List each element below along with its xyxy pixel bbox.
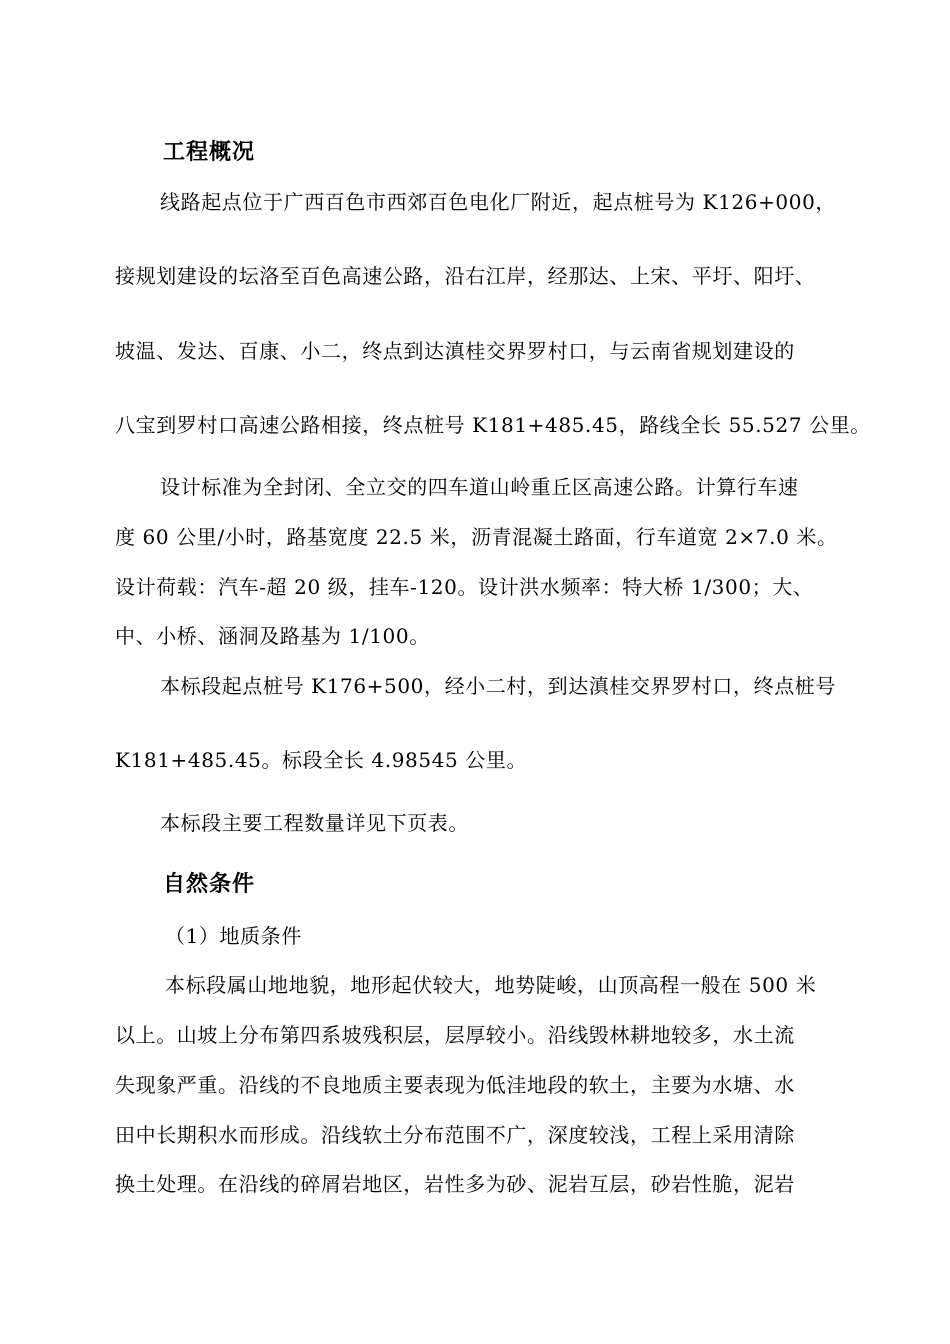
paragraph-line: 线路起点位于广西百色市西郊百色电化厂附近，起点桩号为 K126+000， [160,190,837,214]
section-heading-overview: 工程概况 [163,140,256,165]
paragraph-line: 田中长期积水而形成。沿线软土分布范围不广，深度较浅，工程上采用清除 [115,1123,795,1147]
paragraph-line: 本标段主要工程数量详见下页表。 [160,811,469,835]
paragraph-line: 接规划建设的坛洛至百色高速公路，沿右江岸，经那达、上宋、平圩、阳圩、 [115,264,816,288]
paragraph-line: 八宝到罗村口高速公路相接，终点桩号 K181+485.45，路线全长 55.527 公里。 [115,413,871,437]
paragraph-line: 以上。山坡上分布第四系坡残积层，层厚较小。沿线毁林耕地较多，水土流 [115,1023,795,1047]
paragraph-line: 本标段属山地地貌，地形起伏较大，地势陡峻，山顶高程一般在 500 米 [165,973,817,997]
section-heading-natural: 自然条件 [163,872,256,897]
paragraph-line: 失现象严重。沿线的不良地质主要表现为低洼地段的软土，主要为水塘、水 [115,1073,795,1097]
paragraph-line: 本标段起点桩号 K176+500，经小二村，到达滇桂交界罗村口，终点桩号 [160,674,837,698]
paragraph-line: 坡温、发达、百康、小二，终点到达滇桂交界罗村口，与云南省规划建设的 [115,339,795,363]
paragraph-line: K181+485.45。标段全长 4.98545 公里。 [115,748,528,772]
paragraph-line: 换土处理。在沿线的碎屑岩地区，岩性多为砂、泥岩互层，砂岩性脆，泥岩 [115,1172,795,1196]
paragraph-line: 设计标准为全封闭、全立交的四车道山岭重丘区高速公路。计算行车速 [160,475,799,499]
paragraph-line: 中、小桥、涵洞及路基为 1/100。 [115,624,430,648]
paragraph-line: 设计荷载：汽车-超 20 级，挂车-120。设计洪水频率：特大桥 1/300；大、 [115,575,814,599]
paragraph-line: 度 60 公里/小时，路基宽度 22.5 米，沥青混凝土路面，行车道宽 2×7.0 米。 [115,525,838,549]
subsection-heading-geology: （1）地质条件 [165,924,302,948]
